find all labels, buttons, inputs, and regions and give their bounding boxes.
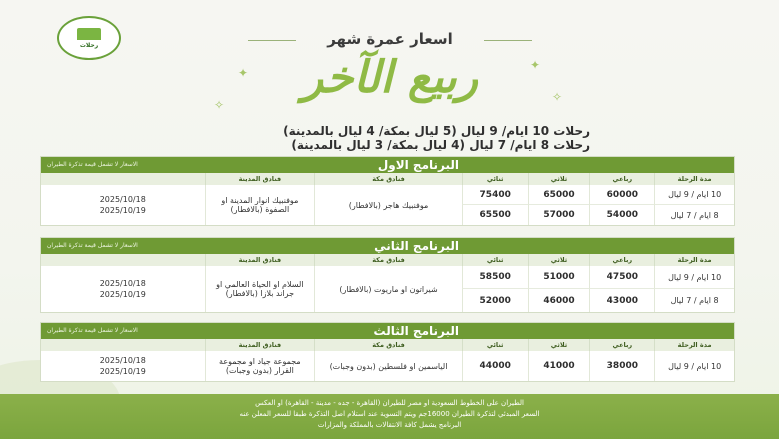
duration-cell: 10 ايام / 9 ليال: [654, 266, 734, 289]
column-headers: [41, 173, 734, 185]
program-table-3: [40, 322, 735, 382]
trip-info-line-2: رحلات 8 ايام/ 7 ليال (4 ليال بمكة/ 3 ليال بالمدينة): [291, 138, 590, 152]
price-double: 75400: [462, 185, 528, 205]
col-makkah-hotels: فنادق مكة: [314, 339, 462, 351]
date: 2025/10/19: [99, 367, 146, 376]
dates-cell: [41, 185, 205, 225]
col-madinah-hotels: فنادق المدينة: [205, 173, 315, 185]
price-triple: 65000: [528, 185, 590, 205]
program-title: البرنامج الثاني: [374, 239, 459, 253]
makkah-hotel: الياسمين او فلسطين (بدون وجبات): [314, 351, 462, 381]
col-dates: [41, 254, 205, 266]
footer-line: الطيران على الخطوط السعودية او مصر للطيران (القاهرة - جده - مدينة - القاهرة) او العكس: [255, 399, 524, 407]
trip-info-line-1: رحلات 10 ايام/ 9 ليال (5 ليال بمكة/ 4 ليال بالمدينة): [283, 124, 590, 138]
col-duration: مدة الرحلة: [654, 173, 734, 185]
col-double: ثنائي: [462, 254, 528, 266]
date: 2025/10/18: [99, 195, 146, 204]
duration-cell: 8 ايام / 7 ليال: [654, 205, 734, 225]
star-decoration-icon: ✧: [552, 90, 563, 104]
col-triple: ثلاثي: [528, 173, 590, 185]
column-headers: [41, 254, 734, 266]
program-title: البرنامج الاول: [377, 158, 459, 172]
program-note: الاسعار لا تشمل قيمة تذكرة الطيران: [47, 161, 138, 168]
madinah-hotel: السلام او الحياة العالمي او جراند بلازا (بالافطار): [205, 266, 315, 312]
program-table-2: [40, 237, 735, 313]
madinah-hotel: مجموعة جياد او مجموعة القرار (بدون وجبات): [205, 351, 315, 381]
price-double: 65500: [462, 205, 528, 225]
footer-notes: [0, 394, 779, 439]
col-quad: رباعي: [589, 254, 654, 266]
program-rows: [41, 185, 734, 225]
date: 2025/10/19: [99, 206, 146, 215]
col-makkah-hotels: فنادق مكة: [314, 254, 462, 266]
star-decoration-icon: ✧: [214, 98, 225, 112]
col-duration: مدة الرحلة: [654, 339, 734, 351]
program-rows: [41, 266, 734, 312]
company-logo: [57, 16, 121, 60]
program-table-1: [40, 156, 735, 226]
duration-cell: 8 ايام / 7 ليال: [654, 289, 734, 312]
program-note: الاسعار لا تشمل قيمة تذكرة الطيران: [47, 327, 138, 334]
col-dates: [41, 339, 205, 351]
program-title: البرنامج الثالث: [373, 324, 459, 338]
logo-text: رحلات: [79, 41, 99, 49]
price-quad: 54000: [589, 205, 654, 225]
col-madinah-hotels: فنادق المدينة: [205, 339, 315, 351]
col-double: ثنائي: [462, 339, 528, 351]
price-quad: 43000: [589, 289, 654, 312]
price-triple: 51000: [528, 266, 590, 289]
price-triple: 57000: [528, 205, 590, 225]
program-header: [41, 238, 734, 254]
price-double: 52000: [462, 289, 528, 312]
program-header: [41, 323, 734, 339]
col-duration: مدة الرحلة: [654, 254, 734, 266]
date: 2025/10/19: [99, 290, 146, 299]
page-subtitle: اسعار عمرة شهر: [230, 30, 550, 48]
price-double: 58500: [462, 266, 528, 289]
column-headers: [41, 339, 734, 351]
col-makkah-hotels: فنادق مكة: [314, 173, 462, 185]
duration-cell: 10 ايام / 9 ليال: [654, 185, 734, 205]
program-rows: [41, 351, 734, 381]
col-triple: ثلاثي: [528, 339, 590, 351]
col-quad: رباعي: [589, 173, 654, 185]
dates-cell: [41, 351, 205, 381]
makkah-hotel: موفنبيك هاجر (بالافطار): [314, 185, 462, 225]
date: 2025/10/18: [99, 279, 146, 288]
duration-cell: 10 ايام / 9 ليال: [654, 351, 734, 381]
price-quad: 60000: [589, 185, 654, 205]
footer-line: البرنامج يشمل كافة الانتقالات بالمملكة والمزارات: [317, 421, 462, 429]
col-dates: [41, 173, 205, 185]
star-decoration-icon: ✦: [530, 58, 541, 72]
price-double: 44000: [462, 351, 528, 381]
col-triple: ثلاثي: [528, 254, 590, 266]
col-quad: رباعي: [589, 339, 654, 351]
madinah-hotel: موفنبيك انوار المدينة او الصفوة (بالافطار): [205, 185, 315, 225]
price-quad: 47500: [589, 266, 654, 289]
logo-icon: [77, 28, 101, 40]
makkah-hotel: شيراتون او ماريوت (بالافطار): [314, 266, 462, 312]
price-triple: 41000: [528, 351, 590, 381]
dates-cell: [41, 266, 205, 312]
star-decoration-icon: ✦: [238, 66, 249, 80]
program-note: الاسعار لا تشمل قيمة تذكرة الطيران: [47, 242, 138, 249]
month-title: ربيع الآخر: [301, 52, 479, 103]
program-header: [41, 157, 734, 173]
price-triple: 46000: [528, 289, 590, 312]
footer-line: السعر المبدئي لتذكرة الطيران 16000جم ويتم التسوية عند استلام اصل التذكرة طبقا للسعر المعلن عنه: [239, 410, 540, 418]
price-quad: 38000: [589, 351, 654, 381]
col-double: ثنائي: [462, 173, 528, 185]
col-madinah-hotels: فنادق المدينة: [205, 254, 315, 266]
date: 2025/10/18: [99, 356, 146, 365]
